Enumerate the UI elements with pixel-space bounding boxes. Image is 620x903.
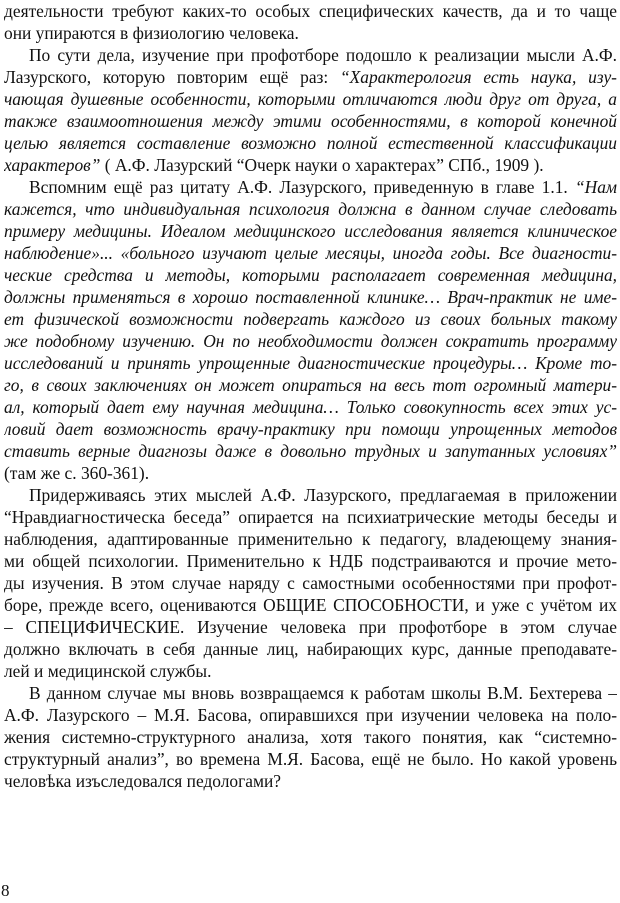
quote-line: же подобному изучению. Он по необходимости должен сократить программу [4, 331, 617, 351]
quote-line: ческие средства и методы, которыми располагает современная медицина, [4, 265, 617, 285]
text-line: – СПЕЦИФИЧЕСКИЕ. Изучение человека при профотборе в этом случае [4, 617, 617, 637]
quote-line: ставить верные диагнозы даже в довольно трудных и запутанных условиях” [4, 441, 617, 461]
quote-line: исследований и принять упрощенные диагностические процедуры… Кроме то- [4, 353, 617, 373]
text-line: лей и медицинской службы. [4, 661, 212, 681]
text-line: ды изучения. В этом случае наряду с самостными особенностями при профот- [4, 573, 617, 593]
text-line: А.Ф. Лазурского – М.Я. Басова, опиравшихся при изучении человека на поло- [4, 705, 617, 725]
quote-line: примеру медицины. Идеалом медицинского исследования является клиническое [4, 221, 617, 241]
page-number: 8 [1, 881, 10, 900]
text-span: Лазурского, которую повторим ещё раз: [4, 67, 329, 87]
text-line: должно включать в себя данные лиц, набирающих курс, данные преподавате- [4, 639, 617, 659]
text-line: Придерживаясь этих мыслей А.Ф. Лазурского, предлагаемая в приложении [29, 485, 617, 505]
text-line: человѣка изъследовался педологами? [4, 771, 282, 791]
quote-line: ловий дает возможность врачу-практику при помощи упрощенных методов [4, 419, 617, 439]
text-line: структурный анализ”, во времена М.Я. Басова, ещё не было. Но какой уровень [4, 749, 617, 769]
quote-line: го, в своих заключениях он может опираться на весь тот огромный матери- [4, 375, 617, 395]
citation-span: ( А.Ф. Лазурский “Очерк науки о характерах” СПб., 1909 ). [104, 155, 544, 175]
quote-span: “Нам [574, 177, 617, 197]
text-line: ми общей психологии. Применительно к НДБ подстраиваются и прочие мето- [4, 551, 617, 571]
quote-line: должны применяться в хорошо поставленной клинике… Врач-практик не име- [4, 287, 617, 307]
text-line: деятельности требуют каких-то особых специфических качеств, да и то чаще [4, 1, 617, 21]
text-line [4, 154, 617, 176]
text-line: жения системно-структурного анализа, хотя такого понятия, как “системно- [4, 727, 617, 747]
quote-line: также взаимоотношения между этими особенностями, в которой конечной [4, 111, 617, 131]
quote-line: ал, который дает ему научная медицина… Только совокупность всех этих ус- [4, 397, 617, 417]
text-line: боре, прежде всего, оцениваются ОБЩИЕ СПОСОБНОСТИ, и уже с учётом их [4, 595, 617, 615]
text-line: они упираются в физиологию человека. [4, 23, 299, 43]
quote-line: целью является составление возможно полной естественной классификации [4, 133, 617, 153]
text-line: В данном случае мы вновь возвращаемся к работам школы В.М. Бехтерева – [29, 683, 617, 703]
text-line [4, 66, 617, 88]
quote-line: чающая душевные особенности, которыми отличаются люди друг от друга, а [4, 89, 617, 109]
quote-line: ет физической возможности подвергать каждого из своих больных такому [4, 309, 617, 329]
text-line: По сути дела, изучение при профотборе подошло к реализации мысли А.Ф. [29, 45, 617, 65]
text-line [29, 176, 617, 198]
text-line: “Нравдиагностическа беседа” опирается на психиатрические методы беседы и [4, 507, 617, 527]
text-line: наблюдения, адаптированные применительно к педагогу, владеющему знания- [4, 529, 617, 549]
quote-span: характеров” [4, 155, 101, 175]
text-span: Вспомним ещё раз цитату А.Ф. Лазурского, приведенную в главе 1.1. [29, 177, 568, 197]
quote-span: “Характерология есть наука, изу- [340, 67, 617, 87]
quote-line: наблюдение»... «больного изучают целые месяцы, иногда годы. Все диагности- [4, 243, 617, 263]
citation-line: (там же с. 360-361). [4, 463, 150, 483]
quote-line: кажется, что индивидуальная психология должна в данном случае следовать [4, 199, 617, 219]
